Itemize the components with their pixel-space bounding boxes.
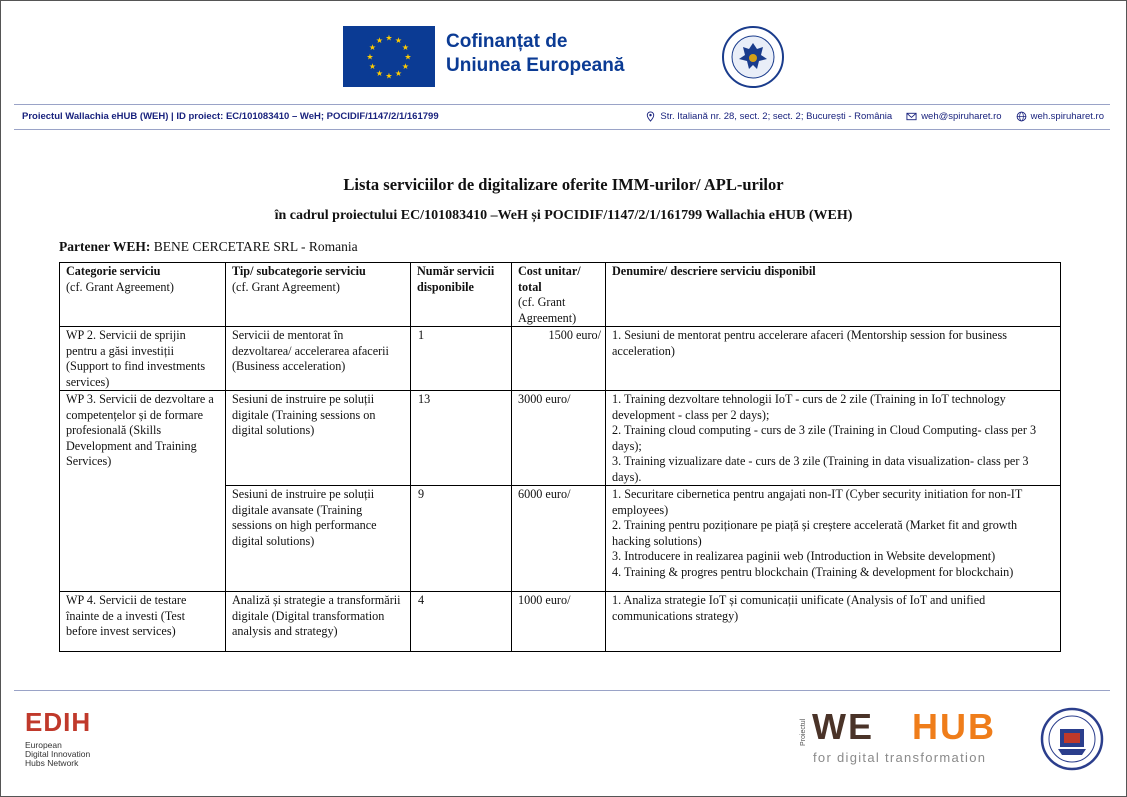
cell-count: 13 [411, 391, 512, 486]
header-cost: Cost unitar/ total (cf. Grant Agreement) [512, 263, 606, 327]
partner-value: BENE CERCETARE SRL - Romania [150, 239, 358, 254]
header-description: Denumire/ descriere serviciu disponibil [606, 263, 1061, 327]
wehub-hub: HUB [912, 706, 996, 747]
eu-star-icon: ★ [404, 52, 412, 62]
wehub-logo [800, 708, 1030, 770]
cell-type: Sesiuni de instruire pe soluții digitale (Training sessions on digital solutions) [226, 391, 411, 486]
globe-icon [1016, 111, 1027, 122]
document-subtitle: în cadrul proiectului EC/101083410 –WeH și POCIDIF/1147/2/1/161799 Wallachia eHUB (WEH) [274, 208, 853, 223]
email-link[interactable]: weh@spiruharet.ro [921, 111, 1002, 122]
project-info-bar [14, 104, 1110, 130]
eu-star-icon: ★ [401, 62, 410, 71]
edih-logo [25, 707, 125, 769]
cell-description: 1. Sesiuni de mentorat pentru accelerare afaceri (Mentorship session for business acceleration) [606, 327, 1061, 391]
edih-line1: European [25, 740, 62, 750]
edih-logo-mark: EDIH [25, 707, 92, 737]
partner-label: Partener WEH: [59, 239, 151, 254]
eu-star-icon: ★ [366, 52, 374, 62]
cell-type: Analiză și strategie a transformării digitale (Digital transformation analysis and strategy) [226, 592, 411, 652]
header-category: Categorie serviciu (cf. Grant Agreement) [60, 263, 226, 327]
cell-cost: 6000 euro/ [512, 486, 606, 592]
cell-cost: 3000 euro/ [512, 391, 606, 486]
cell-category: WP 3. Servicii de dezvoltare a competențelor și de formare profesională (Skills Development and Training Services) [60, 391, 226, 592]
cell-description: 1. Training dezvoltare tehnologii IoT - curs de 2 zile (Training in IoT technology development - class per 2 days); 2. Training cloud computing - curs de 3 zile (Training in Cloud Computing- class per 3 days); 3. Training vizualizare date - curs de 3 zile (Training in data visualization- class per 3 days). [606, 391, 1061, 486]
project-info: Proiectul Wallachia eHUB (WEH) | ID proiect: EC/101083410 – WeH; POCIDIF/1147/2/1/161799 [22, 111, 439, 122]
cell-description: 1. Analiza strategie IoT și comunicații unificate (Analysis of IoT and unified communications strategy) [606, 592, 1061, 652]
table-header-row [60, 263, 1061, 327]
eu-star-icon: ★ [368, 43, 377, 52]
cell-type: Servicii de mentorat în dezvoltarea/ accelerarea afacerii (Business acceleration) [226, 327, 411, 391]
location-pin-icon [645, 111, 656, 122]
cofinantat-line2: Uniunea Europeană [446, 55, 625, 76]
envelope-icon [906, 111, 917, 122]
services-table [59, 262, 1061, 652]
wehub-we: WE [812, 706, 874, 747]
website-link[interactable]: weh.spiruharet.ro [1030, 111, 1104, 122]
eu-star-icon: ★ [394, 36, 403, 45]
cell-category: WP 2. Servicii de sprijin pentru a găsi investiții (Support to find investments services) [60, 327, 226, 391]
footer-divider [14, 690, 1110, 691]
header-type: Tip/ subcategorie serviciu (cf. Grant Agreement) [226, 263, 411, 327]
edih-line2: Digital Innovation [25, 749, 91, 759]
proiectul-label: Proiectul [800, 718, 807, 746]
cell-count: 1 [411, 327, 512, 391]
eu-star-icon: ★ [375, 69, 384, 78]
cell-cost: 1500 euro/ [512, 327, 606, 391]
cell-description: 1. Securitare cibernetica pentru angajati non-IT (Cyber security initiation for non-IT employees) 2. Training pentru poziționare pe piață și creștere accelerată (Market fit and growth hacking solutions) 3. Introducere in realizarea paginii web (Introduction in Website development) 4. Training & progres pentru blockchain (Training & development for blockchain) [606, 486, 1061, 592]
eu-star-icon: ★ [375, 36, 384, 45]
eu-star-icon: ★ [385, 33, 393, 43]
university-seal-icon [1040, 707, 1104, 771]
partner-line [59, 239, 358, 255]
eu-star-icon: ★ [368, 62, 377, 71]
header-count: Număr servicii disponibile [411, 263, 512, 327]
cofinantat-logo-text [446, 30, 624, 78]
government-seal-icon [721, 25, 785, 89]
edih-line3: Hubs Network [25, 758, 79, 768]
wehub-tagline: for digital transformation [813, 750, 987, 765]
cell-category: WP 4. Servicii de testare înainte de a investi (Test before invest services) [60, 592, 226, 652]
cell-type: Sesiuni de instruire pe soluții digitale avansate (Training sessions on high performance digital solutions) [226, 486, 411, 592]
contact-info [645, 111, 1104, 122]
table-row [60, 391, 1061, 486]
eu-star-icon: ★ [385, 71, 393, 81]
eu-star-icon: ★ [394, 69, 403, 78]
cell-count: 4 [411, 592, 512, 652]
eu-star-icon: ★ [401, 43, 410, 52]
table-row [60, 327, 1061, 391]
cell-count: 9 [411, 486, 512, 592]
cofinantat-line1: Cofinanțat de [446, 31, 568, 52]
address-text: Str. Italiană nr. 28, sect. 2; sect. 2; București - România [660, 111, 893, 122]
document-title: Lista serviciilor de digitalizare oferite IMM-urilor/ APL-urilor [343, 175, 784, 194]
table-row [60, 592, 1061, 652]
cell-cost: 1000 euro/ [512, 592, 606, 652]
eu-flag-icon [343, 26, 435, 87]
